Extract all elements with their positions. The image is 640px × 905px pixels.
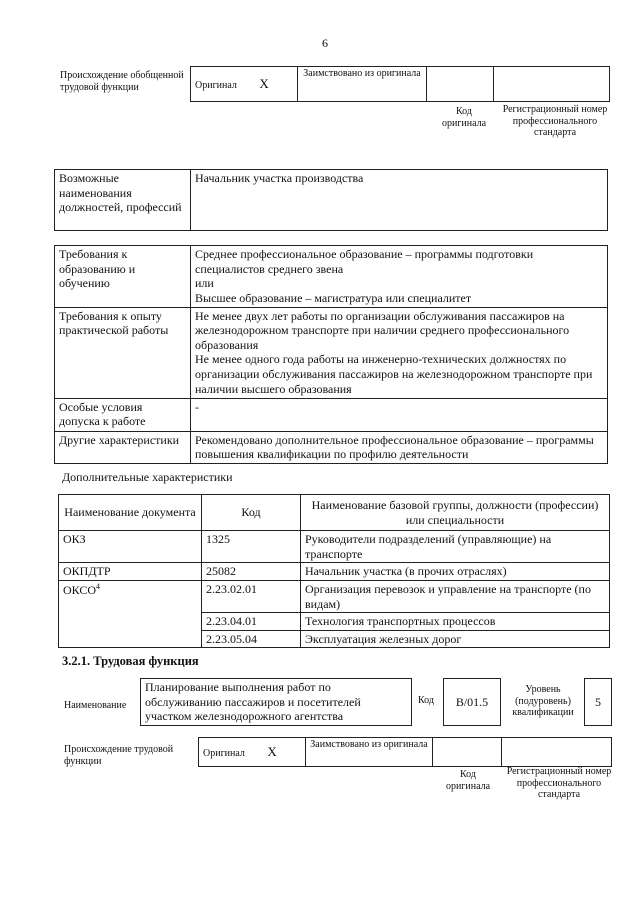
origin-bottom-mark: X <box>267 743 277 759</box>
requirement-line: Рекомендовано дополнительное профессиональное образование – программы повышения квалификации по профилю деятельности <box>191 431 608 463</box>
positions-table <box>54 169 608 231</box>
origin-top-reg-cell <box>494 67 610 102</box>
origin-top-code-caption: Код оригинала <box>441 106 487 129</box>
origin-top-mark: X <box>259 75 269 91</box>
requirement-row <box>55 431 608 463</box>
requirement-line: или <box>195 276 214 291</box>
header-code: Код <box>202 495 301 531</box>
additional-table <box>58 494 610 648</box>
requirement-line: - <box>191 398 608 431</box>
table-row <box>59 580 610 612</box>
requirement-label: Требования к образованию и обучению <box>55 246 191 308</box>
requirement-row <box>55 398 608 431</box>
origin-top-reg-caption: Регистрационный номер профессионального стандарта <box>502 104 608 138</box>
function-level-value: 5 <box>585 679 612 726</box>
origin-top-borrowed: Заимствовано из оригинала <box>298 67 427 102</box>
origin-bottom-label: Происхождение трудовой функции <box>64 744 174 767</box>
row-name: Технология транспортных процессов <box>301 613 610 631</box>
origin-bottom-code-cell <box>433 738 502 767</box>
origin-bottom-table <box>198 737 612 767</box>
origin-bottom-reg-cell <box>502 738 612 767</box>
origin-bottom-original: Оригинал <box>203 747 245 759</box>
positions-label: Возможные наименования должностей, профессий <box>55 170 191 231</box>
row-name: Руководители подразделений (управляющие) на транспорте <box>301 531 610 563</box>
requirement-label: Особые условия допуска к работе <box>55 398 191 431</box>
header-doc: Наименование документа <box>59 495 202 531</box>
requirement-line: Не менее двух лет работы по организации обслуживания пассажиров на железнодорожном транспорте при наличии среднего профессионального образования <box>195 308 570 352</box>
row-code: 1325 <box>202 531 301 563</box>
row-doc: ОКЗ <box>59 531 202 563</box>
row-doc: ОКПДТР <box>59 563 202 581</box>
function-level-label: Уровень (подуровень) квалификации <box>512 684 574 718</box>
requirements-table <box>54 245 608 464</box>
row-code: 25082 <box>202 563 301 581</box>
additional-header-row <box>59 495 610 531</box>
origin-top-code-cell <box>427 67 494 102</box>
row-name: Организация перевозок и управление на транспорте (по видам) <box>301 580 610 612</box>
function-level-box <box>584 678 612 726</box>
header-name: Наименование базовой группы, должности (профессии) или специальности <box>301 495 610 531</box>
requirement-line: Среднее профессиональное образование – программы подготовки специалистов среднего звена <box>195 247 534 276</box>
origin-bottom-reg-caption: Регистрационный номер профессионального стандарта <box>506 766 612 800</box>
origin-bottom-borrowed: Заимствовано из оригинала <box>306 738 433 767</box>
requirement-line: Не менее одного года работы на инженерно-технических должностях по организации обслуживания пассажиров на железнодорожном транспорте при наличии высшего образования <box>195 352 593 396</box>
function-name-label: Наименование <box>64 700 127 711</box>
function-code-label: Код <box>418 695 434 706</box>
table-row <box>59 531 610 563</box>
row-name: Эксплуатация железных дорог <box>301 630 610 648</box>
positions-value: Начальник участка производства <box>191 170 608 231</box>
page-number: 6 <box>322 36 328 50</box>
row-code: 2.23.02.01 <box>202 580 301 612</box>
table-row <box>59 563 610 581</box>
origin-top-table <box>190 66 610 102</box>
function-code-value: B/01.5 <box>444 679 501 726</box>
origin-top-label: Происхождение обобщенной трудовой функции <box>60 70 184 93</box>
additional-title: Дополнительные характеристики <box>62 470 233 484</box>
origin-bottom-code-caption: Код оригинала <box>445 769 491 792</box>
requirement-row <box>55 246 608 308</box>
row-doc-footnote: 4 <box>96 581 101 591</box>
requirement-line: Высшее образование – магистратура или специалитет <box>195 290 472 305</box>
function-name-box <box>140 678 412 726</box>
requirement-label: Требования к опыту практической работы <box>55 307 191 398</box>
function-code-box <box>443 678 501 726</box>
requirement-row <box>55 307 608 398</box>
row-code: 2.23.04.01 <box>202 613 301 631</box>
section-title: 3.2.1. Трудовая функция <box>62 654 199 668</box>
row-name: Начальник участка (в прочих отраслях) <box>301 563 610 581</box>
row-doc: ОКСО$^4$ <box>59 580 202 648</box>
origin-top-original: Оригинал <box>195 79 237 91</box>
row-code: 2.23.05.04 <box>202 630 301 648</box>
function-name-value: Планирование выполнения работ по обслуживанию пассажиров и посетителей участком железнодорожного агентства <box>141 679 412 726</box>
requirement-label: Другие характеристики <box>55 431 191 463</box>
